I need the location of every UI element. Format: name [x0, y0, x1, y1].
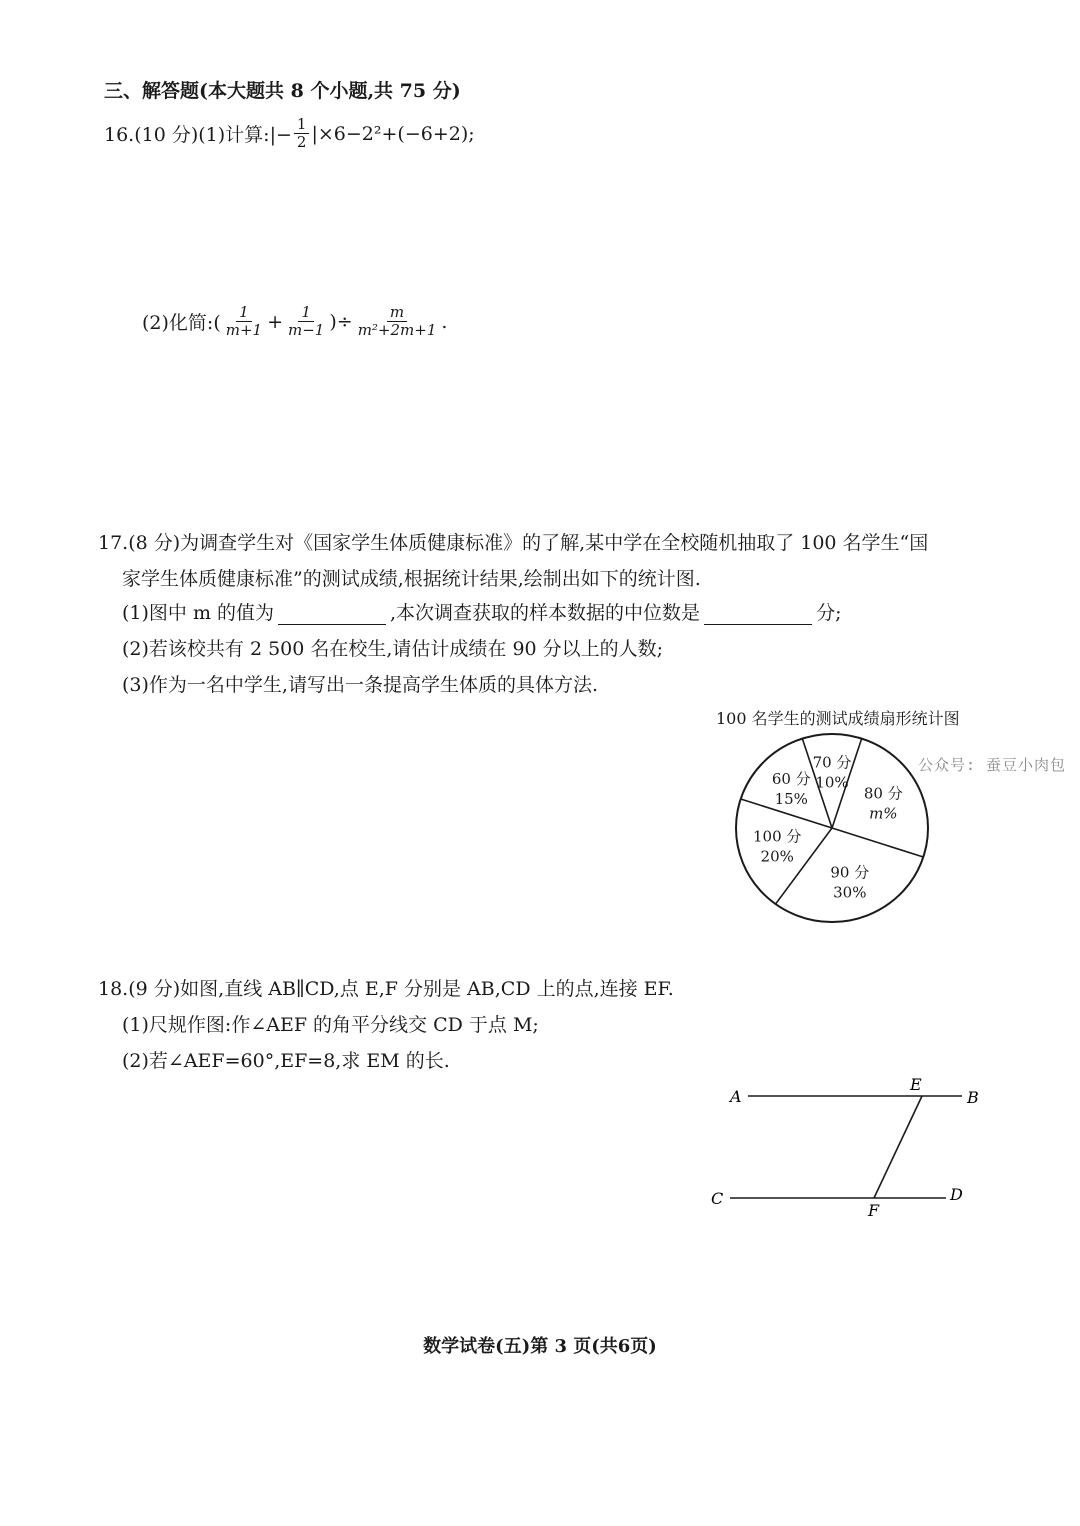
q16-part2-prefix: (2)化简:(: [142, 312, 221, 335]
parallel-lines-figure: [700, 1070, 1000, 1220]
label-a: A: [730, 1087, 742, 1106]
q16-part1-suffix: |×6−2²+(−6+2);: [311, 122, 475, 145]
q16-part1: [104, 116, 475, 152]
q16-part1-prefix: 16.(10 分)(1)计算:|−: [104, 124, 292, 147]
pie-slice-label: 70 分: [812, 753, 852, 772]
watermark: 公众号: 蚕豆小肉包: [918, 756, 1067, 774]
q16-half-numerator: 1: [294, 116, 310, 134]
pie-slice-value: 15%: [774, 790, 808, 809]
pie-slice-label: 100 分: [753, 827, 802, 846]
q18-line1: 18.(9 分)如图,直线 AB∥CD,点 E,F 分别是 AB,CD 上的点,连接 EF.: [98, 978, 674, 1000]
label-c: C: [711, 1189, 724, 1208]
q16-fraction-half: [294, 116, 310, 152]
q16-fraction-3: [355, 304, 440, 340]
pie-slice-label: 90 分: [830, 863, 870, 882]
pie-slice-boundary: [832, 828, 923, 857]
q17-answer-blank-m[interactable]: [278, 608, 386, 625]
pie-chart: [720, 728, 940, 928]
q16-half-denominator: 2: [296, 133, 307, 152]
q16-fraction-1: [223, 304, 265, 340]
q17-line1: 17.(8 分)为调查学生对《国家学生体质健康标准》的了解,某中学在全校随机抽取了 100 名学生“国: [98, 532, 929, 554]
q16-plus: +: [267, 310, 283, 333]
pie-slice-value: 20%: [760, 847, 794, 866]
q16-f2-denominator: m−1: [288, 321, 325, 340]
q17-sub1-text-c: 分;: [816, 602, 842, 624]
q17-sub1: [122, 598, 841, 625]
label-d: D: [950, 1185, 963, 1204]
label-e: E: [910, 1075, 922, 1094]
chart-title: 100 名学生的测试成绩扇形统计图: [716, 709, 960, 728]
q16-f1-numerator: 1: [236, 304, 252, 322]
pie-slice-label: 60 分: [771, 770, 811, 789]
q17-sub1-text-b: ,本次调查获取的样本数据的中位数是: [390, 602, 701, 624]
pie-slice-value: 30%: [833, 883, 867, 902]
pie-slice-label: 80 分: [863, 784, 903, 803]
q16-end: .: [441, 310, 448, 333]
q16-f3-denominator: m²+2m+1: [357, 321, 437, 340]
q17-sub3: (3)作为一名中学生,请写出一条提高学生体质的具体方法.: [122, 674, 598, 696]
q17-answer-blank-median[interactable]: [704, 608, 812, 625]
label-f: F: [868, 1201, 880, 1220]
q16-f2-numerator: 1: [298, 304, 314, 322]
q16-divide: )÷: [329, 310, 353, 333]
q16-f3-numerator: m: [387, 304, 407, 322]
label-b: B: [967, 1088, 979, 1107]
q16-part2: [142, 304, 447, 340]
q16-f1-denominator: m+1: [225, 321, 263, 340]
q18-sub1: (1)尺规作图:作∠AEF 的角平分线交 CD 于点 M;: [122, 1014, 539, 1036]
pie-slice-value: m%: [869, 804, 898, 823]
q16-fraction-2: [285, 304, 327, 340]
q17-sub1-text-a: (1)图中 m 的值为: [122, 602, 275, 624]
section-title: 三、解答题(本大题共 8 个小题,共 75 分): [104, 80, 461, 102]
q17-line2: 家学生体质健康标准”的测试成绩,根据统计结果,绘制出如下的统计图.: [122, 568, 701, 590]
page-footer: 数学试卷(五)第 3 页(共6页): [423, 1336, 657, 1357]
q17-sub2: (2)若该校共有 2 500 名在校生,请估计成绩在 90 分以上的人数;: [122, 638, 664, 660]
segment-ef: [874, 1096, 922, 1198]
pie-slice-value: 10%: [815, 773, 849, 792]
q18-sub2: (2)若∠AEF=60°,EF=8,求 EM 的长.: [122, 1050, 450, 1072]
